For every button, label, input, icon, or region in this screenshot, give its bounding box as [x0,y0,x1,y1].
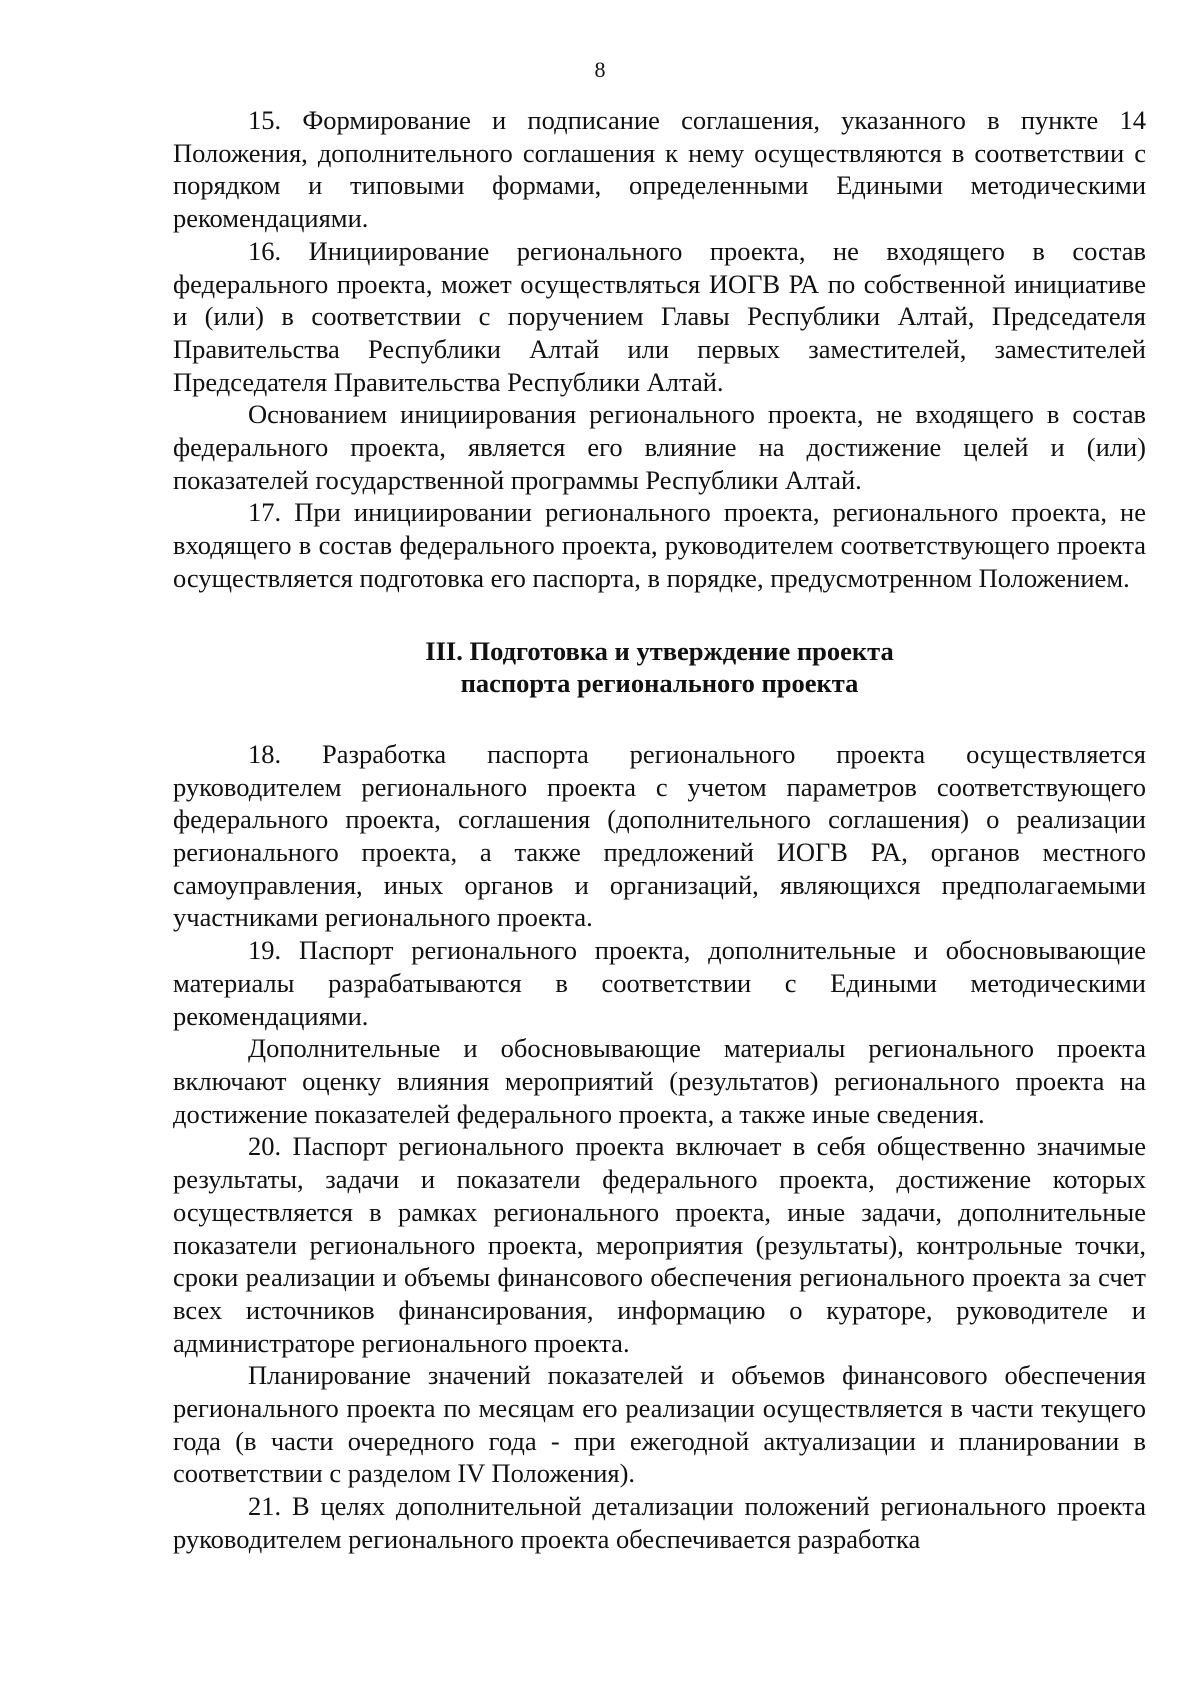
section-title-line-1: III. Подготовка и утверждение проекта [425,635,894,666]
paragraph-20: 20. Паспорт регионального проекта включает в себя общественно значимые результаты, задачи и показатели федерального проекта, достижение которых осуществляется в рамках регионального проекта, иные задачи, дополнительные показатели регионального проекта, мероприятия (результаты), контрольные точки, сроки реализации и объемы финансового обеспечения регионального проекта за счет всех источников финансирования, информацию о кураторе, руководителе и администраторе регионального проекта. [173,1131,1146,1358]
paragraph-15: 15. Формирование и подписание соглашения, указанного в пункте 14 Положения, дополнительного соглашения к нему осуществляются в соответствии с порядком и типовыми формами, определенными Едиными методическими рекомендациями. [173,105,1146,234]
paragraph-21: 21. В целях дополнительной детализации положений регионального проекта руководителем регионального проекта обеспечивается разработка [173,1491,1146,1554]
page-number: 8 [594,57,606,82]
paragraph-16: 16. Инициирование регионального проекта, не входящего в состав федерального проекта, может осуществляться ИОГВ РА по собственной инициативе и (или) в соответствии с поручением Главы Республики Алтай, Председателя Правительства Республики Алтай или первых заместителей, заместителей Председателя Правительства Республики Алтай. [173,235,1146,397]
section-title [173,635,1146,700]
paragraph-19: 19. Паспорт регионального проекта, дополнительные и обосновывающие материалы разрабатываются в соответствии с Едиными методическими рекомендациями. [173,935,1146,1031]
paragraph-16-basis: Основанием инициирования регионального проекта, не входящего в состав федерального проекта, является его влияние на достижение целей и (или) показателей государственной программы Республики Алтай. [173,399,1146,495]
section-title-line-2: паспорта регионального проекта [460,668,859,699]
paragraph-18: 18. Разработка паспорта регионального проекта осуществляется руководителем регионального проекта с учетом параметров соответствующего федерального проекта, соглашения (дополнительного соглашения) о реализации регионального проекта, а также предложений ИОГВ РА, органов местного самоуправления, иных органов и организаций, являющихся предполагаемыми участниками регионального проекта. [173,738,1146,933]
document-body [173,104,1146,1556]
paragraph-20-planning: Планирование значений показателей и объемов финансового обеспечения регионального проекта по месяцам его реализации осуществляется в части текущего года (в части очередного года - при ежегодной актуализации и планировании в соответствии с разделом IV Положения). [173,1360,1146,1489]
paragraph-17: 17. При инициировании регионального проекта, регионального проекта, не входящего в состав федерального проекта, руководителем соответствующего проекта осуществляется подготовка его паспорта, в порядке, предусмотренном Положением. [173,497,1146,593]
paragraph-19-materials: Дополнительные и обосновывающие материалы регионального проекта включают оценку влияния мероприятий (результатов) регионального проекта на достижение показателей федерального проекта, а также иные сведения. [173,1033,1146,1129]
